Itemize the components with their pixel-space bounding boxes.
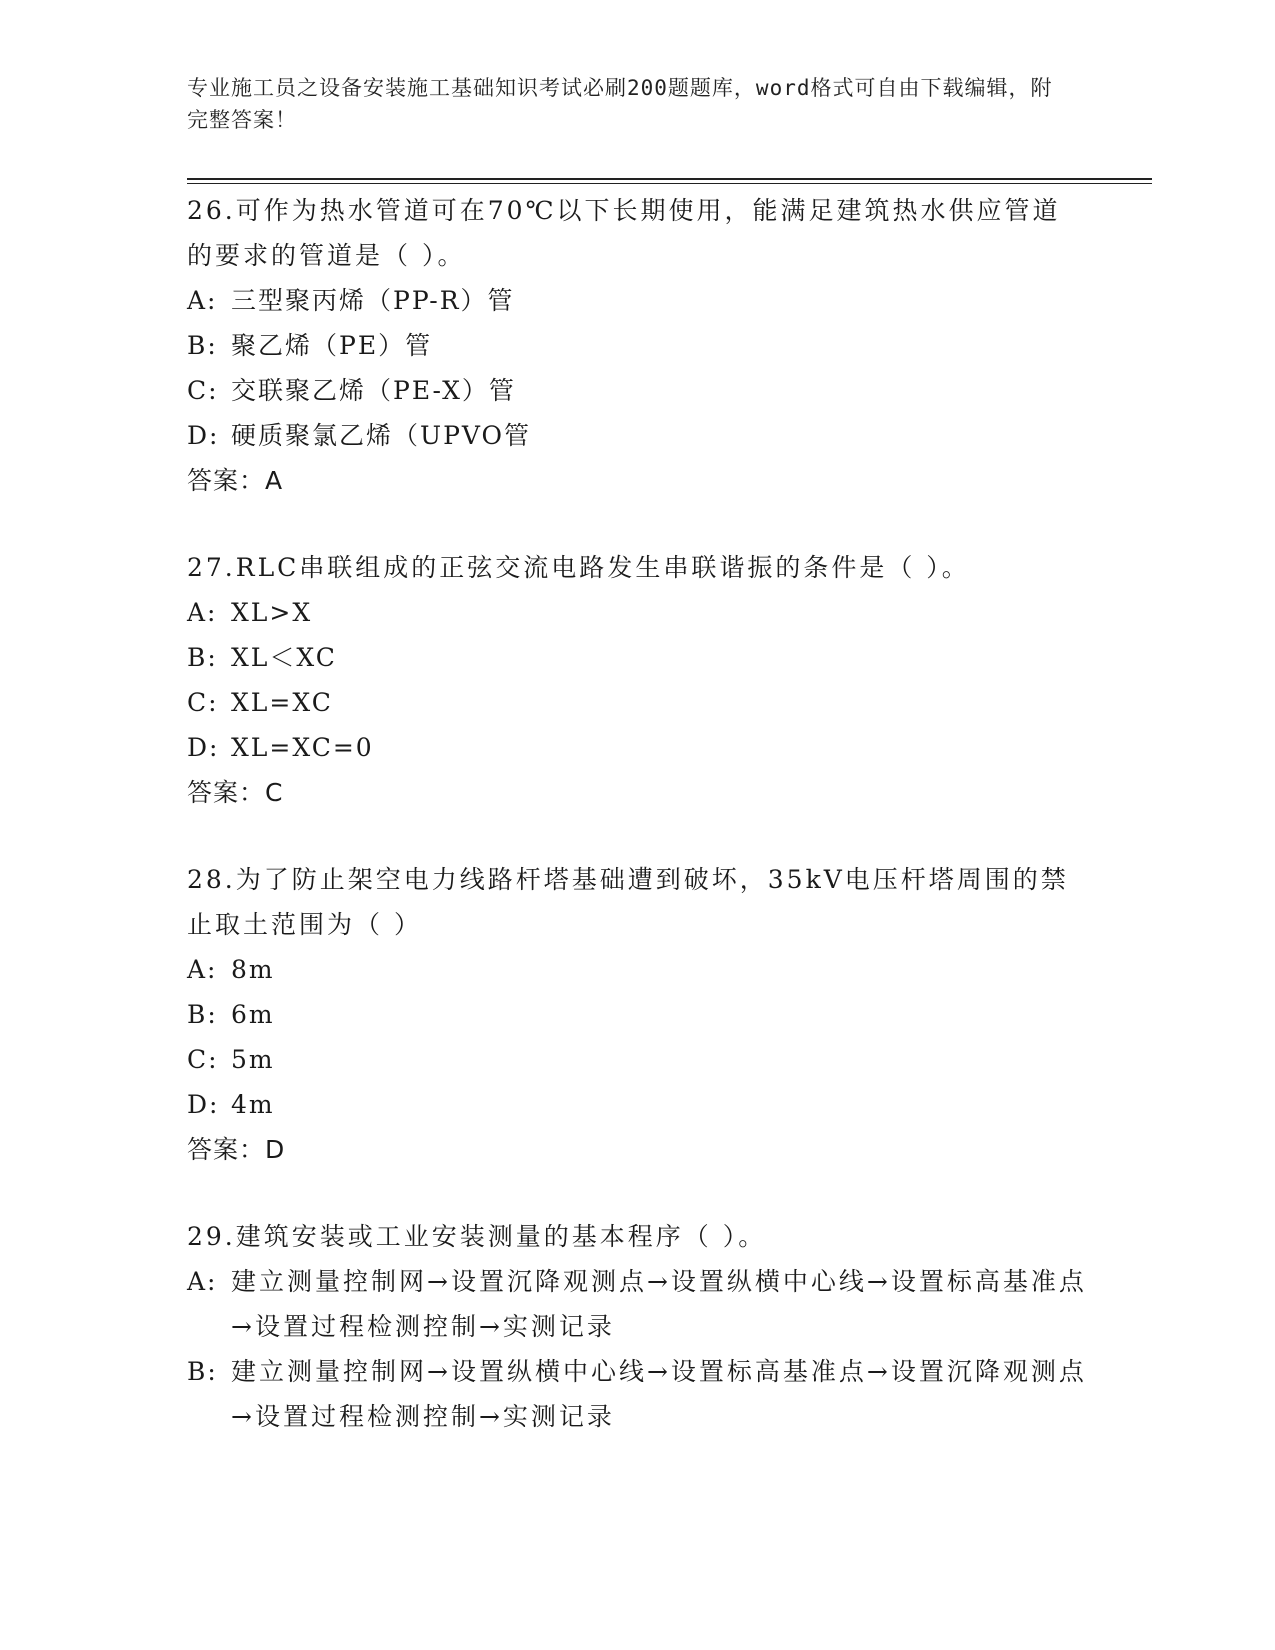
question-stem: 28.为了防止架空电力线路杆塔基础遭到破坏，35kV电压杆塔周围的禁止取土范围为（ ） [187, 865, 1069, 939]
option-text: 5m [231, 1045, 275, 1074]
option-d [187, 725, 1087, 770]
option-key: D: [187, 1090, 220, 1119]
option-a [187, 1259, 1087, 1349]
question-27 [187, 545, 1087, 815]
option-key: A: [187, 1267, 218, 1296]
option-text: XL＜XC [231, 643, 337, 672]
answer-label: 答案：A [187, 466, 284, 495]
option-b [187, 1349, 1087, 1439]
option-key: D: [187, 421, 220, 450]
question-stem: 26.可作为热水管道可在70℃以下长期使用，能满足建筑热水供应管道的要求的管道是（ ）。 [187, 196, 1061, 270]
option-a [187, 278, 1087, 323]
option-c [187, 1037, 1087, 1082]
question-28 [187, 857, 1087, 1172]
option-text: 建立测量控制网→设置沉降观测点→设置纵横中心线→设置标高基准点→设置过程检测控制→实测记录 [231, 1267, 1087, 1341]
option-key: D: [187, 733, 220, 762]
answer-label: 答案：C [187, 778, 284, 807]
option-key: C: [187, 376, 219, 405]
option-d [187, 413, 1087, 458]
option-a [187, 947, 1087, 992]
option-c [187, 680, 1087, 725]
option-text: 建立测量控制网→设置纵横中心线→设置标高基准点→设置沉降观测点→设置过程检测控制→实测记录 [231, 1357, 1087, 1431]
option-b [187, 635, 1087, 680]
option-text: 硬质聚氯乙烯（UPVO管 [231, 421, 532, 450]
option-text: 三型聚丙烯（PP-R）管 [231, 286, 515, 315]
option-text: XL=XC=0 [231, 733, 374, 762]
option-a [187, 590, 1087, 635]
option-key: B: [187, 1357, 218, 1386]
option-c [187, 368, 1087, 413]
option-key: B: [187, 331, 218, 360]
option-key: A: [187, 286, 218, 315]
option-key: A: [187, 955, 218, 984]
document-header: 专业施工员之设备安装施工基础知识考试必刷200题题库，word格式可自由下载编辑，附完整答案！ [187, 76, 1053, 132]
question-stem: 29.建筑安装或工业安装测量的基本程序（ ）。 [187, 1222, 767, 1251]
option-text: 4m [231, 1090, 275, 1119]
question-stem: 27.RLC串联组成的正弦交流电路发生串联谐振的条件是（ ）。 [187, 553, 970, 582]
option-text: XL>X [231, 598, 313, 627]
option-key: B: [187, 1000, 218, 1029]
option-b [187, 992, 1087, 1037]
option-text: 聚乙烯（PE）管 [231, 331, 433, 360]
question-26 [187, 188, 1087, 503]
option-key: A: [187, 598, 218, 627]
option-text: XL=XC [231, 688, 333, 717]
option-d [187, 1082, 1087, 1127]
question-list [187, 188, 1087, 1481]
option-key: C: [187, 688, 219, 717]
header-rule-thin [187, 183, 1152, 184]
option-text: 8m [231, 955, 275, 984]
option-key: B: [187, 643, 218, 672]
option-text: 6m [231, 1000, 275, 1029]
option-key: C: [187, 1045, 219, 1074]
answer-label: 答案：D [187, 1135, 286, 1164]
option-text: 交联聚乙烯（PE-X）管 [231, 376, 516, 405]
header-rule-thick [187, 178, 1152, 180]
question-29 [187, 1214, 1087, 1439]
option-b [187, 323, 1087, 368]
